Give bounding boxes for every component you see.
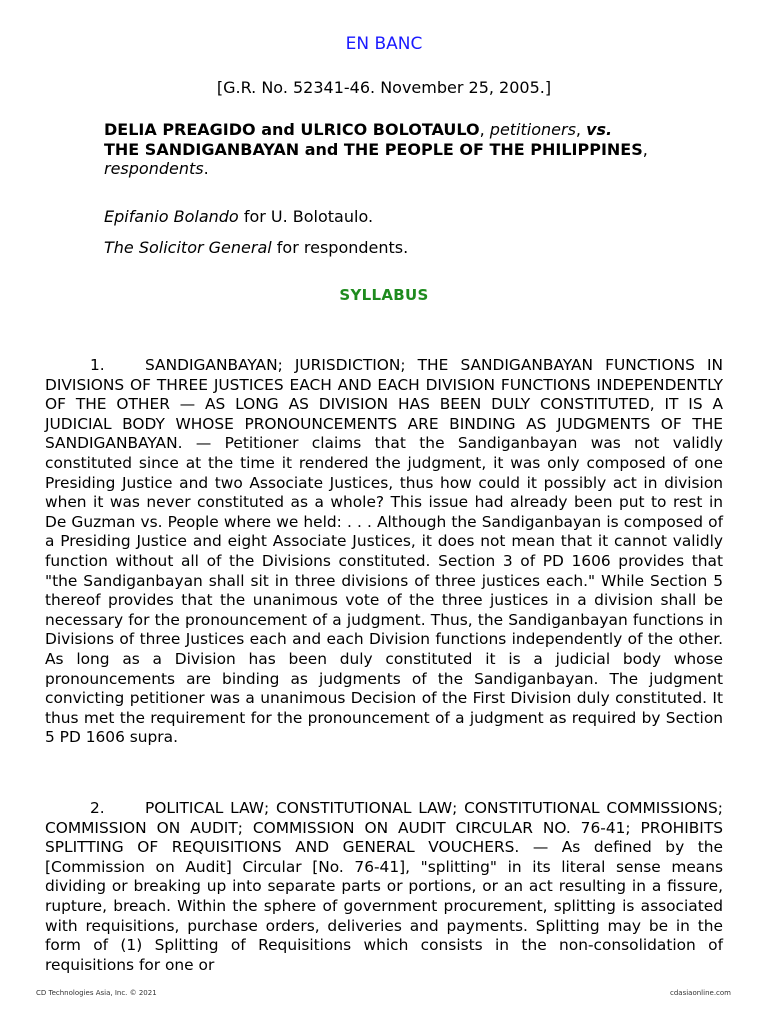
counsel-name: Epifanio Bolando bbox=[104, 207, 239, 226]
counsel-name: The Solicitor General bbox=[104, 238, 272, 257]
respondents-names: THE SANDIGANBAYAN and THE PEOPLE OF THE PHILIPPINES bbox=[104, 139, 643, 159]
syllabus-number: 2. bbox=[90, 799, 105, 817]
court-division: EN BANC bbox=[345, 34, 423, 54]
footer-website: cdasiaonline.com bbox=[670, 989, 731, 997]
syllabus-text: SANDIGANBAYAN; JURISDICTION; THE SANDIGANBAYAN FUNCTIONS IN DIVISIONS OF THREE JUSTICES EACH AND EACH DIVISION FUNCTIONS INDEPENDENTLY OF THE OTHER — AS LONG AS DIVISION HAS BEEN DULY CONSTITUTED, IT IS A JUDICIAL BODY WHOSE PRONOUNCEMENTS ARE BINDING AS JUDGMENTS OF THE SANDIGANBAYAN. — Petitioner claims that the Sandiganbayan was not validly constituted since at the time it rendered the judgment, it was only composed of one Presiding Justice and two Associate Justices, thus how could it possibly act in division when it was never constituted as a whole? This issue had already been put to rest in De Guzman vs. People where we held: . . . Although the Sandiganbayan is composed of a Presiding Justice and eight Associate Justices, it does not mean that it cannot validly function without all of the Divisions constituted. Section 3 of PD 1606 provides that "the Sandiganbayan shall sit in three divisions of three justices each." While Section 5 thereof provides that the unanimous vote of the three justices in a division shall be necessary for the pronouncement of a judgment. Thus, the Sandiganbayan functions in Divisions of three Justices each and each Division functions independently of the other. As long as a Division has been duly constituted it is a judicial body whose pronouncements are binding as judgments of the Sandiganbayan. The judgment convicting petitioner was a unanimous Decision of the First Division duly constituted. It thus met the requirement for the pronouncement of a judgment as required by Section 5 PD 1606 supra. bbox=[45, 356, 723, 747]
syllabus-heading: SYLLABUS bbox=[339, 286, 429, 304]
syllabus-paragraph bbox=[45, 356, 723, 748]
footer-publisher: CD Technologies Asia, Inc. © 2021 bbox=[36, 989, 157, 997]
syllabus-paragraph bbox=[45, 799, 723, 975]
case-number: [G.R. No. 52341-46. November 25, 2005.] bbox=[216, 78, 552, 97]
versus: vs. bbox=[586, 120, 613, 139]
counsel-for: for U. Bolotaulo. bbox=[243, 207, 374, 226]
respondents-role: respondents bbox=[104, 159, 204, 178]
case-parties: DELIA PREAGIDO and ULRICO BOLOTAULO, petitioners, vs. THE SANDIGANBAYAN and THE PEOPLE OF THE PHILIPPINES, respondents. bbox=[104, 120, 648, 178]
counsel-line bbox=[104, 207, 373, 226]
syllabus-text: POLITICAL LAW; CONSTITUTIONAL LAW; CONSTITUTIONAL COMMISSIONS; COMMISSION ON AUDIT; COMMISSION ON AUDIT CIRCULAR NO. 76-41; PROHIBITS SPLITTING OF REQUISITIONS AND GENERAL VOUCHERS. — As defined by the [Commission on Audit] Circular [No. 76-41], "splitting" in its literal sense means dividing or breaking up into separate parts or portions, or an act resulting in a fissure, rupture, breach. Within the sphere of government procurement, splitting is associated with requisitions, purchase orders, deliveries and payments. Splitting may be in the form of (1) Splitting of Requisitions which consists in the non-consolidation of requisitions for one or bbox=[45, 799, 723, 974]
petitioners-role: petitioners bbox=[489, 120, 576, 139]
counsel-for: for respondents. bbox=[276, 238, 409, 257]
petitioners-names: DELIA PREAGIDO and ULRICO BOLOTAULO bbox=[104, 120, 480, 139]
syllabus-number: 1. bbox=[90, 356, 105, 374]
counsel-line bbox=[104, 238, 408, 257]
